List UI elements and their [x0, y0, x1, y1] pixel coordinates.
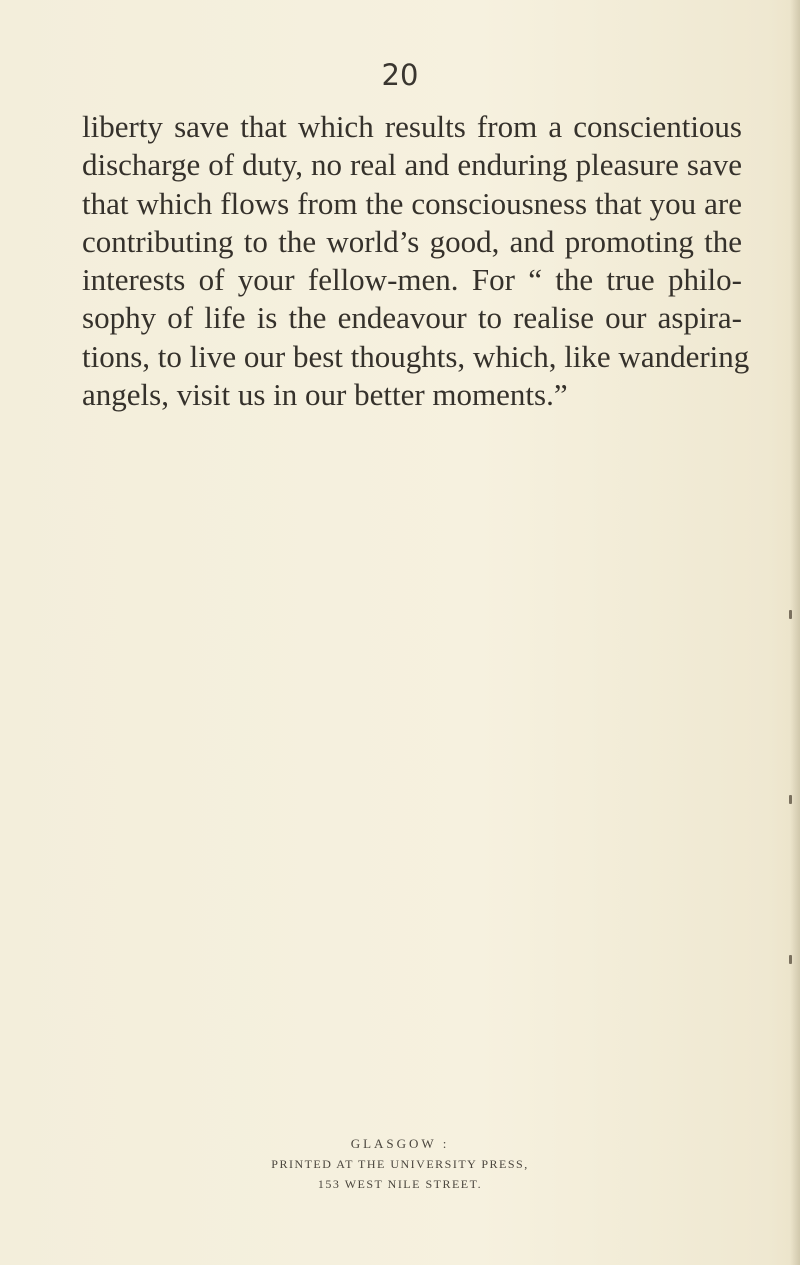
text-line: tions, to live our best thoughts, which, like wandering — [82, 338, 750, 374]
page-number: 20 — [381, 58, 419, 92]
text-line: angels, visit us in our better moments.” — [82, 377, 568, 413]
paper-speck — [789, 955, 792, 964]
printer-imprint — [0, 1134, 800, 1194]
text-line: that which flows from the consciousness that you are — [82, 185, 742, 221]
text-line: discharge of duty, no real and enduring pleasure save — [82, 147, 742, 183]
imprint-city: GLASGOW : — [350, 1136, 450, 1151]
text-line: contributing to the world’s good, and promoting the — [82, 223, 742, 259]
body-paragraph — [82, 108, 750, 414]
text-line: liberty save that which results from a conscientious — [82, 109, 742, 144]
imprint-address: 153 WEST NILE STREET. — [317, 1177, 483, 1191]
paper-speck — [789, 795, 792, 804]
paper-speck — [789, 610, 792, 619]
imprint-printer: PRINTED AT THE UNIVERSITY PRESS, — [271, 1157, 529, 1171]
text-line: interests of your fellow-men. For “ the true philo- — [82, 262, 742, 298]
text-line: sophy of life is the endeavour to realise our aspira- — [82, 300, 742, 336]
page-edge-shadow — [790, 0, 800, 1265]
